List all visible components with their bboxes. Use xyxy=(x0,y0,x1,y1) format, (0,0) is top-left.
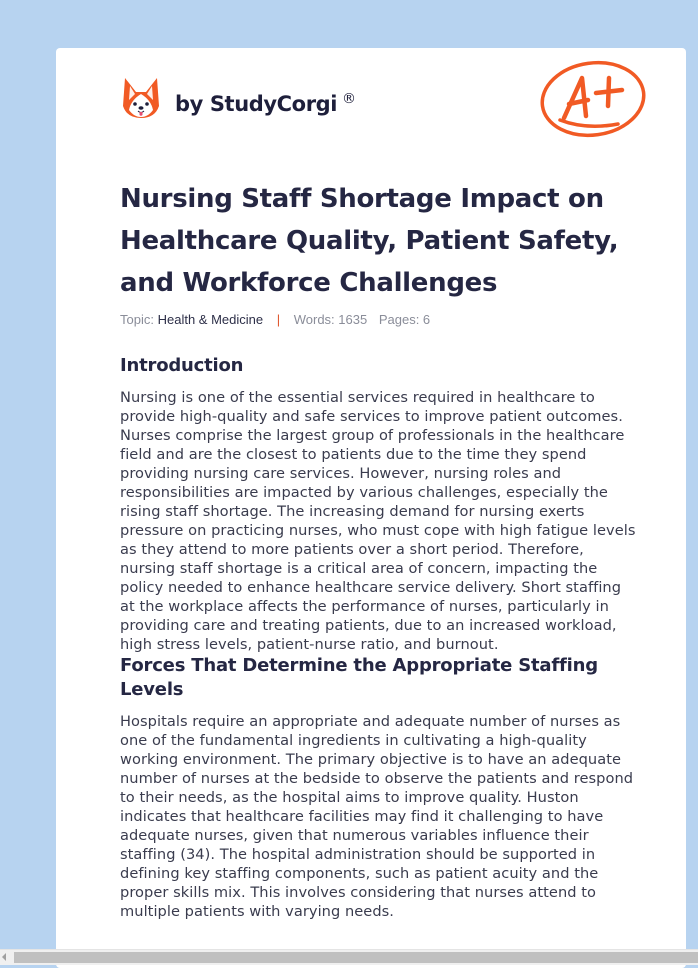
registered-mark: ® xyxy=(342,91,356,107)
page-count: Pages: 6 xyxy=(378,312,431,327)
word-count: Words: 1635 xyxy=(293,312,368,327)
logo-text: by StudyCorgi xyxy=(175,92,338,116)
corgi-logo-icon xyxy=(122,76,160,120)
section-heading-staffing-forces: Forces That Determine the Appropriate Staffing Levels xyxy=(120,655,598,700)
scrollbar-thumb[interactable] xyxy=(14,952,698,963)
section-heading-introduction: Introduction xyxy=(120,355,244,376)
topic-link[interactable]: Health & Medicine xyxy=(157,312,264,327)
section-paragraph-staffing-forces: Hospitals require an appropriate and adequate number of nurses as one of the fundamental ingredients in cultivating a high-quality working environment. The primary objective is to have an adequate number of nurses at the bedside to observe the patients and respond to their needs, as the hospital aims to improve quality. Huston indicates that healthcare facilities may find it challenging to have adequate nurses, given that numerous variables influence their staffing (34). The hospital administration should be supported in defining key staffing components, such as patient acuity and the proper skills mix. This involves considering that nurses attend to multiple patients with varying needs. xyxy=(120,713,634,920)
topic-label: Topic: xyxy=(120,312,154,327)
studycorgi-logo[interactable] xyxy=(122,76,356,120)
scroll-left-arrow-icon[interactable] xyxy=(2,953,6,961)
horizontal-scrollbar[interactable] xyxy=(0,949,698,965)
document-page xyxy=(56,48,686,968)
page-title: Nursing Staff Shortage Impact on Healthcare Quality, Patient Safety, and Workforce Challenges xyxy=(120,184,619,298)
section-paragraph-introduction: Nursing is one of the essential services required in healthcare to provide high-quality and safe services to improve patient outcomes. Nurses comprise the largest group of professionals in the healthcare field and are the closest to patients due to the time they spend providing nursing care services. However, nursing roles and responsibilities are impacted by various challenges, especially the rising staff shortage. The increasing demand for nursing exerts pressure on practicing nurses, who must cope with high fatigue levels as they attend to more patients over a short period. Therefore, nursing staff shortage is a critical area of concern, impacting the policy needed to enhance healthcare service delivery. Short staffing at the workplace affects the performance of nurses, particularly in providing care and treating patients, due to an increased workload, high stress levels, patient-nurse ratio, and burnout. xyxy=(120,389,636,653)
a-plus-grade-icon xyxy=(538,58,648,140)
meta-separator: | xyxy=(276,312,281,327)
document-body xyxy=(120,352,636,921)
document-meta xyxy=(120,312,430,327)
